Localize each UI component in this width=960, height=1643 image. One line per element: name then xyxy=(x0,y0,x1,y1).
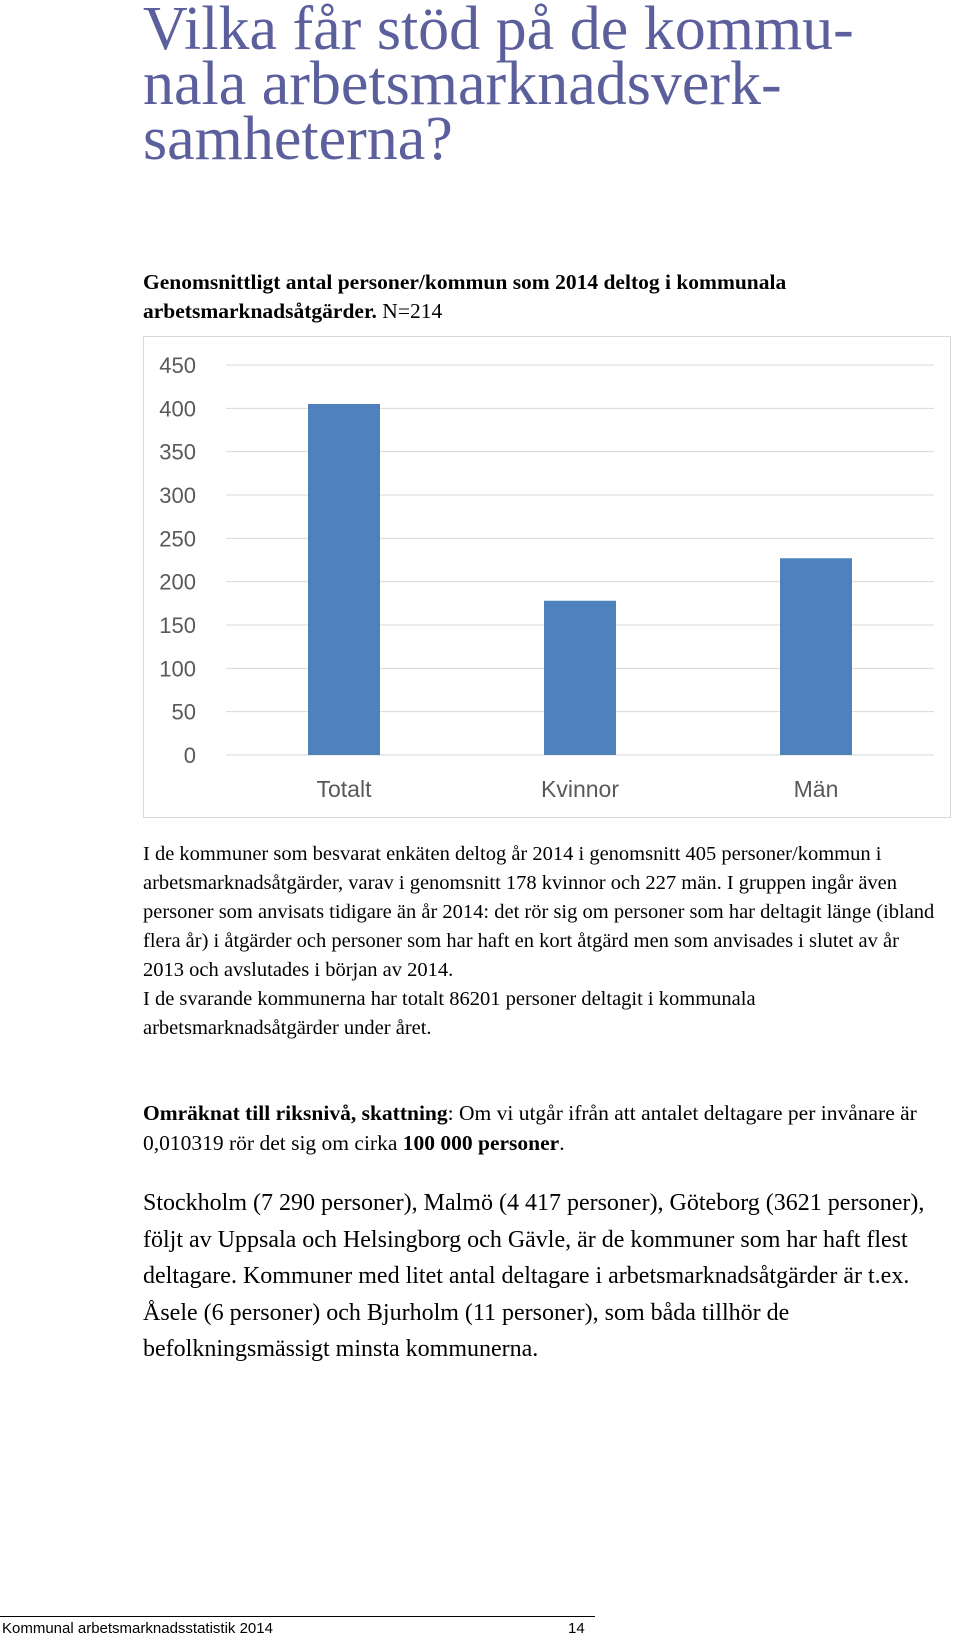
x-category-label: Totalt xyxy=(316,776,372,802)
x-category-label: Kvinnor xyxy=(541,776,619,802)
heading-line-3: samheterna? xyxy=(143,105,453,173)
chart-caption-n: N=214 xyxy=(376,299,443,323)
bar-kvinnor xyxy=(544,601,616,755)
y-tick-label: 0 xyxy=(183,743,196,768)
bar-chart xyxy=(143,336,951,818)
bar-chart-svg xyxy=(144,337,952,819)
paragraph-summary-text: I de kommuner som besvarat enkäten deltog år 2014 i genomsnitt 405 personer/kommun i arbetsmarknadsåtgärder, varav i genomsnitt 178 kvinnor och 227 män. I gruppen ingår även personer som anvisats tidigare än år 2014: det rör sig om personer som har deltagit länge (ibland flera år) i åtgärder och personer som har haft en kort åtgärd men som anvisades i slutet av år 2013 och avslutades i början av 2014. xyxy=(143,843,935,981)
x-category-label: Män xyxy=(793,776,839,802)
chart-caption xyxy=(143,268,933,326)
paragraph-summary xyxy=(143,840,943,1043)
page-number: 14 xyxy=(568,1620,585,1637)
y-tick-label: 450 xyxy=(159,353,196,378)
heading-line-1: Vilka får stöd på de kommu- xyxy=(143,0,854,63)
page-footer xyxy=(0,1616,960,1643)
paragraph-municipalities: Stockholm (7 290 personer), Malmö (4 417 personer), Göteborg (3621 personer), följt av Uppsala och Helsingborg och Gävle, är de kommuner som har haft flest deltagare. Kommuner med litet antal deltagare i arbetsmarknadsåtgärder är t.ex. Åsele (6 personer) och Bjurholm (11 personer), som båda tillhör de befolkningsmässigt minsta kommunerna. xyxy=(143,1190,925,1362)
heading-line-2: nala arbetsmarknadsverk- xyxy=(143,50,782,118)
paragraph-total-text: I de svarande kommunerna har totalt 86201 personer deltagit i kommunala arbetsmarknadsåtgärder under året. xyxy=(143,988,756,1039)
y-tick-label: 250 xyxy=(159,526,196,552)
y-tick-label: 150 xyxy=(159,613,196,638)
bar-män xyxy=(780,558,852,755)
y-tick-label: 300 xyxy=(159,483,196,508)
y-tick-label: 400 xyxy=(159,396,196,422)
estimate-label: Omräknat till riksnivå, skattning xyxy=(143,1101,448,1125)
footer-rule xyxy=(0,1616,595,1617)
y-tick-label: 350 xyxy=(159,439,196,465)
bar-totalt xyxy=(308,404,380,755)
estimate-end: . xyxy=(559,1131,565,1155)
y-tick-label: 50 xyxy=(171,699,196,725)
y-tick-label: 200 xyxy=(159,569,196,595)
y-tick-label: 100 xyxy=(159,656,196,682)
chart-caption-bold: Genomsnittligt antal personer/kommun som 2014 deltog i kommunala arbetsmarknadsåtgärder. xyxy=(143,270,787,323)
footer-title: Kommunal arbetsmarknadsstatistik 2014 xyxy=(2,1620,273,1637)
paragraph-estimate xyxy=(143,1098,943,1158)
estimate-text: : Om vi utgår ifrån att antalet deltagare per invånare är 0,010319 rör det sig om cirka xyxy=(143,1101,917,1155)
page-heading xyxy=(143,0,933,173)
estimate-value: 100 000 personer xyxy=(402,1131,560,1155)
